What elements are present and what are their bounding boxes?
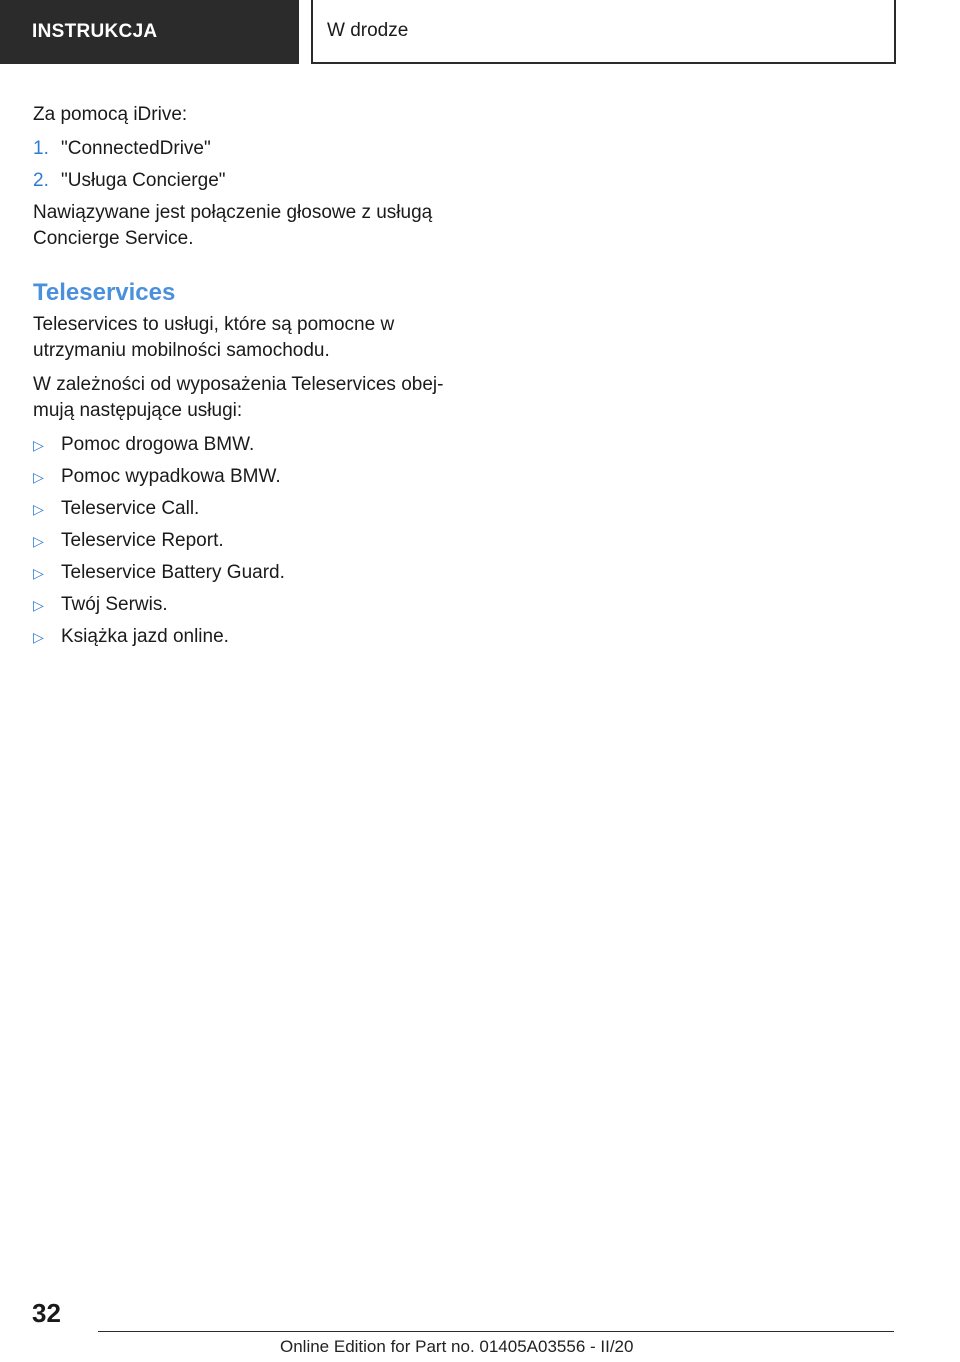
- list-item: [33, 560, 453, 586]
- after-steps-text: Nawiązywane jest połączenie głosowe z usługą Concierge Service.: [33, 202, 433, 249]
- step-text: "Usługa Concierge": [61, 170, 226, 191]
- list-item-text: Twój Serwis.: [61, 594, 168, 615]
- teleservices-paragraph-1: Teleservices to usługi, które są pomocne w utrzymaniu mobilności samochodu.: [33, 314, 395, 361]
- list-item-text: Teleservice Call.: [61, 498, 200, 519]
- list-item-text: Teleservice Report.: [61, 530, 224, 551]
- list-item: [33, 496, 453, 522]
- step-item: [33, 168, 453, 194]
- list-item: [33, 624, 453, 650]
- step-number: 2.: [33, 170, 49, 191]
- main-content: [33, 102, 453, 656]
- triangle-bullet-icon: ▷: [33, 565, 44, 581]
- list-item-text: Pomoc drogowa BMW.: [61, 434, 255, 455]
- step-item: [33, 136, 453, 162]
- triangle-bullet-icon: ▷: [33, 597, 44, 613]
- header-section-tab: [0, 0, 299, 64]
- footer-divider: [98, 1331, 894, 1332]
- page-number: 32: [32, 1298, 61, 1328]
- teleservices-paragraph-2: W zależności od wyposażenia Teleservices obejmują następujące usługi:: [33, 374, 444, 421]
- step-number: 1.: [33, 138, 49, 159]
- list-item-text: Teleservice Battery Guard.: [61, 562, 285, 583]
- triangle-bullet-icon: ▷: [33, 469, 44, 485]
- triangle-bullet-icon: ▷: [33, 533, 44, 549]
- list-item: [33, 432, 453, 458]
- list-item-text: Książka jazd online.: [61, 626, 229, 647]
- triangle-bullet-icon: ▷: [33, 629, 44, 645]
- list-item: [33, 464, 453, 490]
- intro-text: Za pomocą iDrive:: [33, 104, 188, 125]
- triangle-bullet-icon: ▷: [33, 437, 44, 453]
- footer-edition-text: Online Edition for Part no. 01405A03556 - II/20: [280, 1337, 634, 1356]
- list-item: [33, 528, 453, 554]
- list-item: [33, 592, 453, 618]
- triangle-bullet-icon: ▷: [33, 501, 44, 517]
- step-text: "ConnectedDrive": [61, 138, 211, 159]
- list-item-text: Pomoc wypadkowa BMW.: [61, 466, 281, 487]
- section-heading: Teleservices: [33, 279, 176, 306]
- header-section-label: INSTRUKCJA: [32, 21, 158, 42]
- header-chapter-label: W drodze: [327, 20, 409, 41]
- header-chapter-tab: [311, 0, 896, 64]
